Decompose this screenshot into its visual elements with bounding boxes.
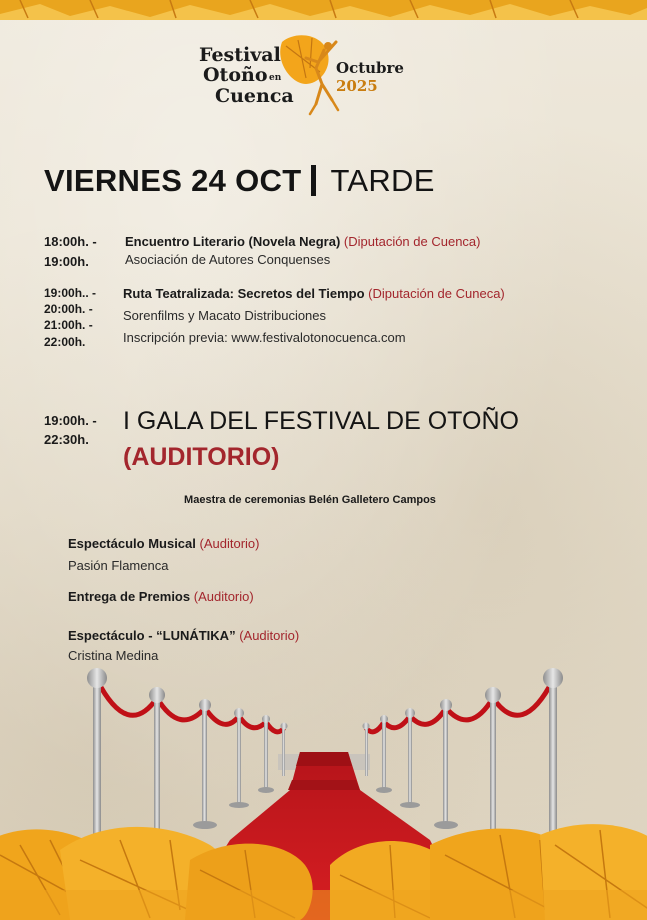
gala-host: Maestra de ceremonias Belén Galletero Campos xyxy=(184,494,436,506)
festival-logo xyxy=(196,36,446,122)
event-2-organizer: Sorenfilms y Macato Distribuciones xyxy=(123,308,327,323)
red-carpet-illustration xyxy=(0,640,647,920)
gala-item-1-title xyxy=(68,536,259,551)
gala-item-1-performer: Pasión Flamenca xyxy=(68,558,169,573)
event-1-title-text: Encuentro Literario (Novela Negra) xyxy=(125,234,341,249)
gala-item-3-performer: Cristina Medina xyxy=(68,648,159,663)
gala-title: I GALA DEL FESTIVAL DE OTOÑO xyxy=(123,407,519,435)
top-leaves-border xyxy=(0,0,647,20)
gala-item-1-title-text: Espectáculo Musical xyxy=(68,536,196,551)
gala-item-2-title-text: Entrega de Premios xyxy=(68,589,191,604)
logo-word-festival: Festival xyxy=(199,44,281,66)
event-2-time-3: 21:00h. - xyxy=(44,318,93,332)
gala-venue: (AUDITORIO) xyxy=(123,443,280,471)
gala-item-1-venue: (Auditorio) xyxy=(199,536,260,551)
gala-time-end: 22:30h. xyxy=(44,432,89,447)
logo-date xyxy=(336,59,446,95)
logo-word-otono: Otoño xyxy=(203,64,268,86)
gala-time-start: 19:00h. - xyxy=(44,413,97,428)
logo-year: 2025 xyxy=(336,77,378,95)
event-2-title xyxy=(123,286,505,301)
gala-item-2-venue: (Auditorio) xyxy=(193,589,254,604)
event-2-title-text: Ruta Teatralizada: Secretos del Tiempo xyxy=(123,286,365,301)
event-1-title xyxy=(125,234,480,249)
heading-separator xyxy=(311,165,316,196)
gala-item-3-title-text: Espectáculo - “LUNÁTIKA” xyxy=(68,628,236,643)
event-2-time-2: 20:00h. - xyxy=(44,302,93,316)
period-label: TARDE xyxy=(330,163,435,198)
day-label: VIERNES 24 OCT xyxy=(44,163,302,198)
logo-word-en: en xyxy=(269,73,282,83)
event-1-venue: (Diputación de Cuenca) xyxy=(343,234,481,249)
event-1-time-end: 19:00h. xyxy=(44,254,89,269)
event-2-registration: Inscripción previa: www.festivalotonocuenca.com xyxy=(123,330,406,345)
gala-item-2-title xyxy=(68,589,254,604)
event-2-time-4: 22:00h. xyxy=(44,335,86,349)
logo-word-cuenca: Cuenca xyxy=(215,85,294,107)
day-heading xyxy=(44,163,435,199)
event-2-venue: (Diputación de Cuneca) xyxy=(368,286,505,301)
logo-month: Octubre xyxy=(336,59,404,77)
gala-item-3-venue: (Auditorio) xyxy=(239,628,300,643)
event-1-organizer: Asociación de Autores Conquenses xyxy=(125,252,331,267)
event-2-time-1: 19:00h.. - xyxy=(44,286,97,300)
event-1-time-start: 18:00h. - xyxy=(44,234,97,249)
